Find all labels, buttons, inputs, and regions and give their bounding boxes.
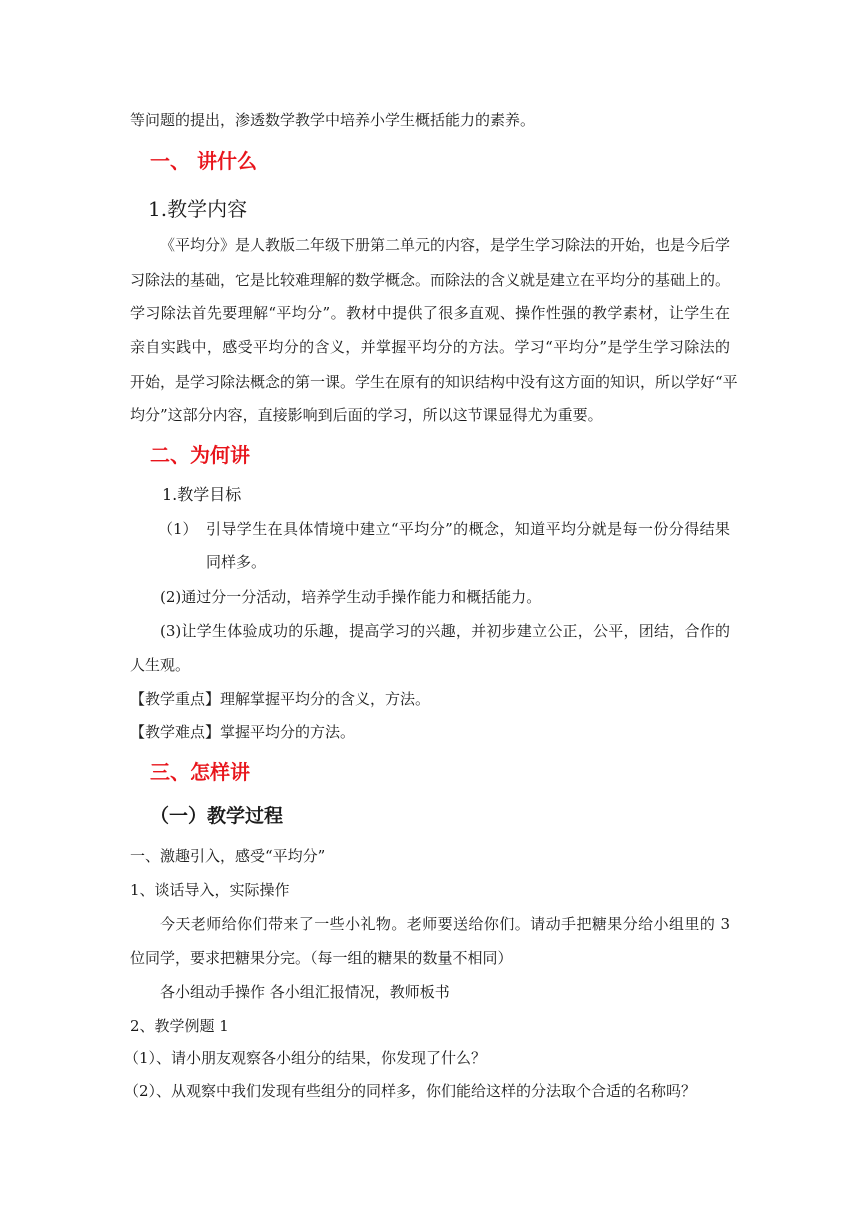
key-point: 【教学重点】理解掌握平均分的含义，方法。 xyxy=(130,690,431,708)
intro-line: 等问题的提出，渗透数学教学中培养小学生概括能力的素养。 xyxy=(130,111,536,129)
process-line: （2）、从观察中我们发现有些组分的同样多，你们能给这样的分法取个合适的名称吗？ xyxy=(124,1082,697,1100)
difficult-point: 【教学难点】掌握平均分的方法。 xyxy=(130,723,356,741)
process-line: （1）、请小朋友观察各小组分的结果，你发现了什么？ xyxy=(124,1049,487,1067)
section2-heading: 二、为何讲 xyxy=(150,443,250,467)
section3-subheading: （一）教学过程 xyxy=(150,805,284,827)
process-line: 位同学，要求把糖果分完。（每一组的糖果的数量不相同） xyxy=(130,949,513,967)
goal2-text: (2)通过分一分活动，培养学生动手操作能力和概括能力。 xyxy=(160,588,542,606)
section1-heading: 一、 讲什么 xyxy=(150,149,257,173)
process-line: 2、教学例题 1 xyxy=(130,1017,229,1035)
goal3-text-cont: 人生观。 xyxy=(130,656,191,674)
paragraph-line: 均分”这部分内容，直接影响到后面的学习，所以这节课显得尤为重要。 xyxy=(130,406,603,424)
section2-subheading: 1.教学目标 xyxy=(162,485,242,504)
process-line: 各小组动手操作 各小组汇报情况，教师板书 xyxy=(160,983,450,1001)
goal3-text: (3)让学生体验成功的乐趣，提高学习的兴趣，并初步建立公正，公平，团结，合作的 xyxy=(160,622,730,640)
section1-subheading: 1.教学内容 xyxy=(148,197,248,221)
paragraph-line: 亲自实践中，感受平均分的含义，并掌握平均分的方法。学习“平均分”是学生学习除法的 xyxy=(130,338,730,356)
paragraph-line: 开始，是学习除法概念的第一课。学生在原有的知识结构中没有这方面的知识，所以学好“平 xyxy=(130,373,738,391)
paragraph-line: 习除法的基础，它是比较难理解的数学概念。而除法的含义就是建立在平均分的基础上的。 xyxy=(130,271,731,289)
process-line: 今天老师给你们带来了一些小礼物。老师要送给你们。请动手把糖果分给小组里的 3 xyxy=(160,915,730,933)
goal1-text-cont: 同样多。 xyxy=(206,553,267,571)
goal1-text: 引导学生在具体情境中建立“平均分”的概念，知道平均分就是每一份分得结果 xyxy=(206,520,730,538)
process-line: 一、激趣引入，感受“平均分” xyxy=(130,847,326,865)
section3-heading: 三、怎样讲 xyxy=(150,760,250,784)
paragraph-line: 学习除法首先要理解“平均分”。教材中提供了很多直观、操作性强的教学素材，让学生在 xyxy=(130,304,730,322)
paragraph-line: 《平均分》是人教版二年级下册第二单元的内容，是学生学习除法的开始，也是今后学 xyxy=(160,236,731,254)
goal1-number: （1） xyxy=(158,520,198,538)
process-line: 1、谈话导入，实际操作 xyxy=(130,881,290,899)
